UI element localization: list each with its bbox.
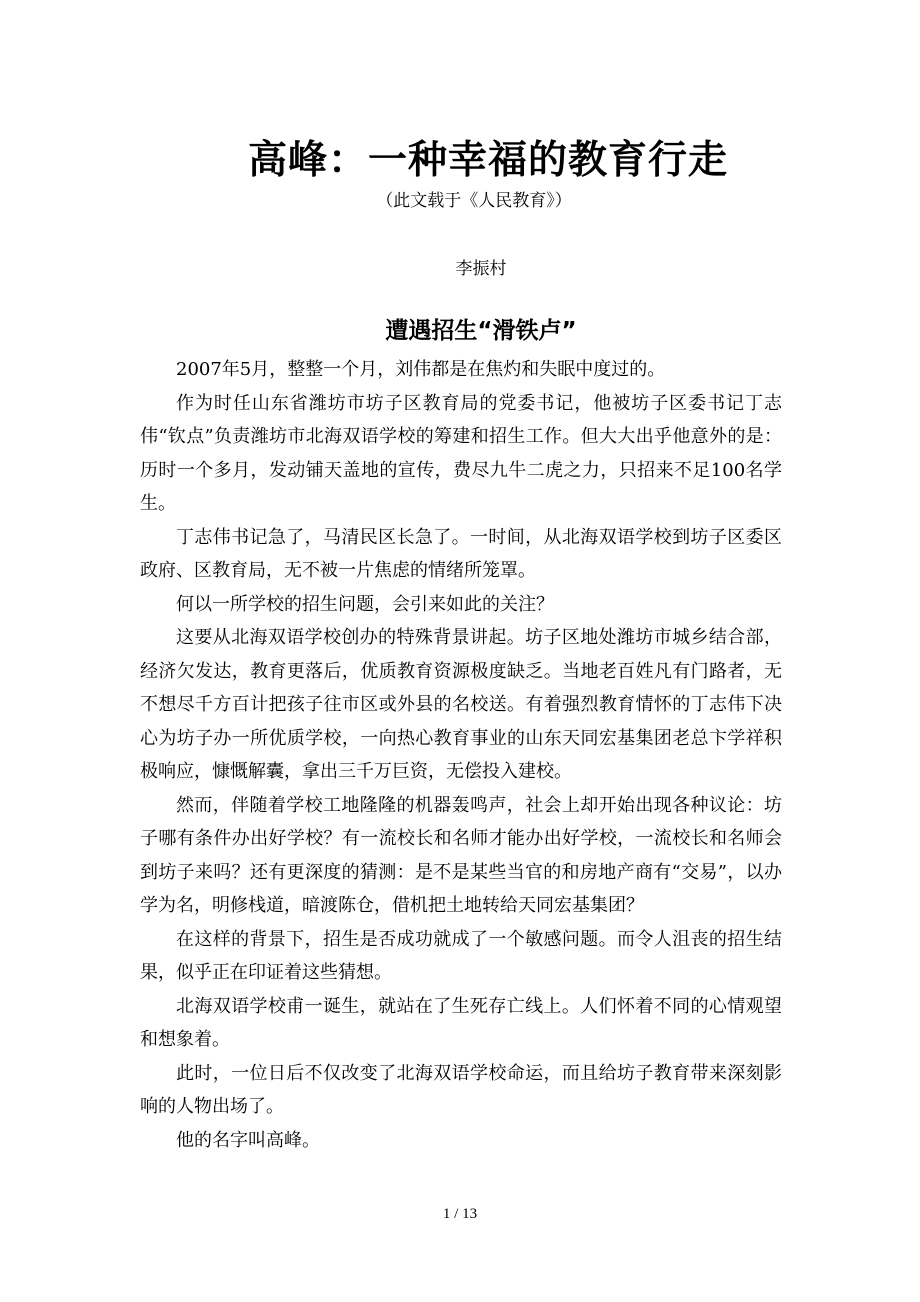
article-body: [140, 353, 782, 1157]
paragraph: 作为时任山东省潍坊市坊子区教育局的党委书记，他被坊子区委书记丁志伟“钦点”负责潍坊市北海双语学校的筹建和招生工作。但大大出乎他意外的是：历时一个多月，发动铺天盖地的宣传，费尽九牛二虎之力，只招来不足100名学生。: [140, 392, 782, 514]
paragraph: 2007年5月，整整一个月，刘伟都是在焦灼和失眠中度过的。: [176, 359, 666, 380]
paragraph: 这要从北海双语学校创办的特殊背景讲起。坊子区地处潍坊市城乡结合部，经济欠发达，教育更落后，优质教育资源极度缺乏。当地老百姓凡有门路者，无不想尽千方百计把孩子往市区或外县的名校送。有着强烈教育情怀的丁志伟下决心为坊子办一所优质学校，一向热心教育事业的山东天同宏基集团老总卞学祥积极响应，慷慨解囊，拿出三千万巨资，无偿投入建校。: [140, 627, 782, 782]
paragraph: 何以一所学校的招生问题，会引来如此的关注？: [176, 593, 554, 615]
paragraph: 此时，一位日后不仅改变了北海双语学校命运，而且给坊子教育带来深刻影响的人物出场了。: [140, 1062, 782, 1117]
paragraph: 丁志伟书记急了，马清民区长急了。一时间，从北海双语学校到坊子区委区政府、区教育局，无不被一片焦虑的情绪所笼罩。: [140, 526, 782, 581]
section-heading: 遭遇招生“滑铁卢”: [385, 318, 577, 344]
paragraph: 在这样的背景下，招生是否成功就成了一个敏感问题。而令人沮丧的招生结果，似乎正在印证着这些猜想。: [140, 928, 782, 983]
page-number: 1 / 13: [442, 1206, 478, 1222]
paragraph: 他的名字叫高峰。: [176, 1129, 320, 1151]
author-name: 李振村: [455, 259, 507, 279]
page-title: 高峰：一种幸福的教育行走: [247, 138, 728, 183]
publication-note: （此文载于《人民教育》）: [376, 191, 572, 211]
paragraph: 然而，伴随着学校工地隆隆的机器轰鸣声，社会上却开始出现各种议论：坊子哪有条件办出好学校？有一流校长和名师才能办出好学校，一流校长和名师会到坊子来吗？还有更深度的猜测：是不是某些当官的和房地产商有“交易”，以办学为名，明修栈道，暗渡陈仓，借机把土地转给天同宏基集团？: [140, 794, 782, 916]
paragraph: 北海双语学校甫一诞生，就站在了生死存亡线上。人们怀着不同的心情观望和想象着。: [140, 995, 782, 1050]
